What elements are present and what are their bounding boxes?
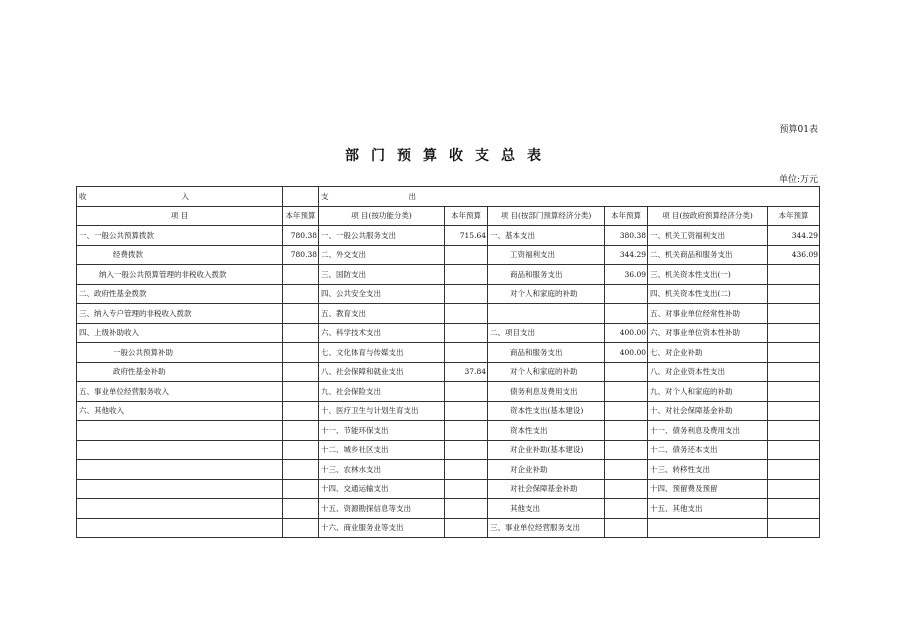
- table-row: [77, 323, 820, 343]
- gov-econ-amount: [768, 518, 820, 538]
- col-year-header: 本年预算: [768, 206, 820, 226]
- income-char-2: 入: [181, 191, 189, 201]
- table-row: [77, 460, 820, 480]
- table-row: [77, 265, 820, 285]
- func-item: 十三、农林水支出: [319, 460, 445, 480]
- income-item: [77, 460, 283, 480]
- income-amount: [283, 382, 319, 402]
- func-amount: [445, 304, 488, 324]
- gov-econ-item: 四、机关资本性支出(二): [648, 284, 768, 304]
- income-amount: [283, 518, 319, 538]
- col-gov-econ-header: 项 目(按政府预算经济分类): [648, 206, 768, 226]
- income-amount: [283, 460, 319, 480]
- dept-econ-amount: 36.09: [605, 265, 648, 285]
- dept-econ-item: 对个人和家庭的补助: [488, 362, 605, 382]
- col-item-header: 项 目: [77, 206, 283, 226]
- dept-econ-amount: 344.29: [605, 245, 648, 265]
- func-item: 九、社会保险支出: [319, 382, 445, 402]
- dept-econ-amount: [605, 518, 648, 538]
- gov-econ-item: 三、机关资本性支出(一): [648, 265, 768, 285]
- income-item: [77, 499, 283, 519]
- func-item: 十二、城乡社区支出: [319, 440, 445, 460]
- dept-econ-item: 一、基本支出: [488, 226, 605, 246]
- func-amount: [445, 382, 488, 402]
- income-amount: 780.38: [283, 245, 319, 265]
- table-row: [77, 499, 820, 519]
- income-amount: [283, 304, 319, 324]
- table-row: [77, 343, 820, 363]
- func-amount: 715.64: [445, 226, 488, 246]
- income-char-1: 收: [79, 191, 87, 201]
- dept-econ-amount: [605, 382, 648, 402]
- gov-econ-item: 十二、债务还本支出: [648, 440, 768, 460]
- func-item: 一、一般公共服务支出: [319, 226, 445, 246]
- func-item: 六、科学技术支出: [319, 323, 445, 343]
- dept-econ-amount: [605, 362, 648, 382]
- income-amount: [283, 284, 319, 304]
- table-row: [77, 304, 820, 324]
- dept-econ-amount: [605, 401, 648, 421]
- income-item: 四、上级补助收入: [77, 323, 283, 343]
- section-header-row: [77, 187, 820, 207]
- func-item: 三、国防支出: [319, 265, 445, 285]
- func-item: 十、医疗卫生与计划生育支出: [319, 401, 445, 421]
- dept-econ-amount: [605, 421, 648, 441]
- income-item: 一般公共预算补助: [77, 343, 283, 363]
- gov-econ-item: 十四、预留费及预留: [648, 479, 768, 499]
- gov-econ-amount: [768, 401, 820, 421]
- income-amount: [283, 421, 319, 441]
- table-row: [77, 226, 820, 246]
- col-dept-econ-header: 项 目(按部门预算经济分类): [488, 206, 605, 226]
- income-item: 三、纳入专户管理的非税收入拨款: [77, 304, 283, 324]
- func-amount: [445, 343, 488, 363]
- gov-econ-amount: [768, 440, 820, 460]
- income-amount: [283, 323, 319, 343]
- income-amount: [283, 479, 319, 499]
- income-amount: [283, 362, 319, 382]
- income-item: 纳入一般公共预算管理的非税收入拨款: [77, 265, 283, 285]
- income-header-blank: [283, 187, 319, 207]
- func-item: 十四、交通运输支出: [319, 479, 445, 499]
- col-year-header: 本年预算: [445, 206, 488, 226]
- gov-econ-item: 一、机关工资福利支出: [648, 226, 768, 246]
- dept-econ-amount: [605, 479, 648, 499]
- income-item: 五、事业单位经营服务收入: [77, 382, 283, 402]
- gov-econ-amount: [768, 362, 820, 382]
- func-amount: [445, 265, 488, 285]
- table-row: [77, 440, 820, 460]
- income-item: 一、一般公共预算拨款: [77, 226, 283, 246]
- table-row: [77, 284, 820, 304]
- gov-econ-amount: [768, 382, 820, 402]
- income-item: 二、政府性基金拨款: [77, 284, 283, 304]
- func-item: 二、外交支出: [319, 245, 445, 265]
- income-item: 政府性基金补助: [77, 362, 283, 382]
- gov-econ-amount: [768, 304, 820, 324]
- func-item: 十五、资源勘探信息等支出: [319, 499, 445, 519]
- col-func-header: 项 目(按功能分类): [319, 206, 445, 226]
- dept-econ-item: 商品和服务支出: [488, 343, 605, 363]
- gov-econ-item: 七、对企业补助: [648, 343, 768, 363]
- income-item: [77, 421, 283, 441]
- func-amount: [445, 323, 488, 343]
- dept-econ-item: [488, 304, 605, 324]
- table-row: [77, 362, 820, 382]
- table-row: [77, 518, 820, 538]
- gov-econ-item: 六、对事业单位资本性补助: [648, 323, 768, 343]
- dept-econ-item: 二、项目支出: [488, 323, 605, 343]
- func-item: 十六、商业服务业等支出: [319, 518, 445, 538]
- col-year-header: 本年预算: [605, 206, 648, 226]
- func-amount: [445, 460, 488, 480]
- income-item: [77, 440, 283, 460]
- table-row: [77, 479, 820, 499]
- gov-econ-amount: [768, 460, 820, 480]
- dept-econ-item: 债务利息及费用支出: [488, 382, 605, 402]
- func-item: 八、社会保障和就业支出: [319, 362, 445, 382]
- gov-econ-item: [648, 518, 768, 538]
- column-header-row: [77, 206, 820, 226]
- income-item: 六、其他收入: [77, 401, 283, 421]
- func-item: 七、文化体育与传媒支出: [319, 343, 445, 363]
- expense-char-2: 出: [408, 191, 416, 201]
- gov-econ-amount: [768, 265, 820, 285]
- gov-econ-item: 五、对事业单位经常性补助: [648, 304, 768, 324]
- dept-econ-amount: [605, 460, 648, 480]
- income-item: [77, 518, 283, 538]
- income-amount: 780.38: [283, 226, 319, 246]
- dept-econ-amount: [605, 440, 648, 460]
- table-row: [77, 382, 820, 402]
- gov-econ-amount: [768, 421, 820, 441]
- dept-econ-amount: 380.38: [605, 226, 648, 246]
- page-title: 部门预算收支总表: [345, 148, 553, 164]
- dept-econ-amount: 400.00: [605, 343, 648, 363]
- income-amount: [283, 343, 319, 363]
- gov-econ-amount: 436.09: [768, 245, 820, 265]
- dept-econ-item: 对个人和家庭的补助: [488, 284, 605, 304]
- gov-econ-amount: [768, 479, 820, 499]
- gov-econ-amount: [768, 323, 820, 343]
- func-amount: 37.84: [445, 362, 488, 382]
- gov-econ-amount: [768, 499, 820, 519]
- expense-header: [319, 187, 820, 207]
- gov-econ-item: 八、对企业资本性支出: [648, 362, 768, 382]
- income-item: 经费拨款: [77, 245, 283, 265]
- gov-econ-amount: [768, 343, 820, 363]
- gov-econ-item: 十一、债务利息及费用支出: [648, 421, 768, 441]
- income-amount: [283, 499, 319, 519]
- dept-econ-amount: [605, 499, 648, 519]
- func-item: 十一、节能环保支出: [319, 421, 445, 441]
- income-header: [77, 187, 283, 207]
- func-amount: [445, 479, 488, 499]
- budget-table: [76, 186, 820, 538]
- form-number: 预算01表: [779, 125, 818, 135]
- func-amount: [445, 421, 488, 441]
- col-year-header: 本年预算: [283, 206, 319, 226]
- gov-econ-item: 十五、其他支出: [648, 499, 768, 519]
- gov-econ-amount: 344.29: [768, 226, 820, 246]
- dept-econ-item: 三、事业单位经营服务支出: [488, 518, 605, 538]
- dept-econ-item: 对企业补助: [488, 460, 605, 480]
- dept-econ-item: 工资福利支出: [488, 245, 605, 265]
- func-amount: [445, 401, 488, 421]
- table-row: [77, 401, 820, 421]
- func-amount: [445, 245, 488, 265]
- income-amount: [283, 440, 319, 460]
- func-item: 五、教育支出: [319, 304, 445, 324]
- gov-econ-item: 九、对个人和家庭的补助: [648, 382, 768, 402]
- gov-econ-item: 十、对社会保障基金补助: [648, 401, 768, 421]
- income-amount: [283, 265, 319, 285]
- dept-econ-item: 资本性支出: [488, 421, 605, 441]
- table-row: [77, 245, 820, 265]
- dept-econ-item: 对企业补助(基本建设): [488, 440, 605, 460]
- func-amount: [445, 284, 488, 304]
- func-amount: [445, 518, 488, 538]
- unit-label: 单位:万元: [778, 175, 818, 185]
- expense-char-1: 支: [321, 191, 329, 201]
- dept-econ-item: 商品和服务支出: [488, 265, 605, 285]
- dept-econ-item: 资本性支出(基本建设): [488, 401, 605, 421]
- gov-econ-item: 二、机关商品和服务支出: [648, 245, 768, 265]
- dept-econ-amount: [605, 304, 648, 324]
- gov-econ-amount: [768, 284, 820, 304]
- func-item: 四、公共安全支出: [319, 284, 445, 304]
- dept-econ-item: 对社会保障基金补助: [488, 479, 605, 499]
- table-row: [77, 421, 820, 441]
- dept-econ-amount: [605, 284, 648, 304]
- dept-econ-item: 其他支出: [488, 499, 605, 519]
- income-item: [77, 479, 283, 499]
- func-amount: [445, 499, 488, 519]
- func-amount: [445, 440, 488, 460]
- dept-econ-amount: 400.00: [605, 323, 648, 343]
- income-amount: [283, 401, 319, 421]
- gov-econ-item: 十三、转移性支出: [648, 460, 768, 480]
